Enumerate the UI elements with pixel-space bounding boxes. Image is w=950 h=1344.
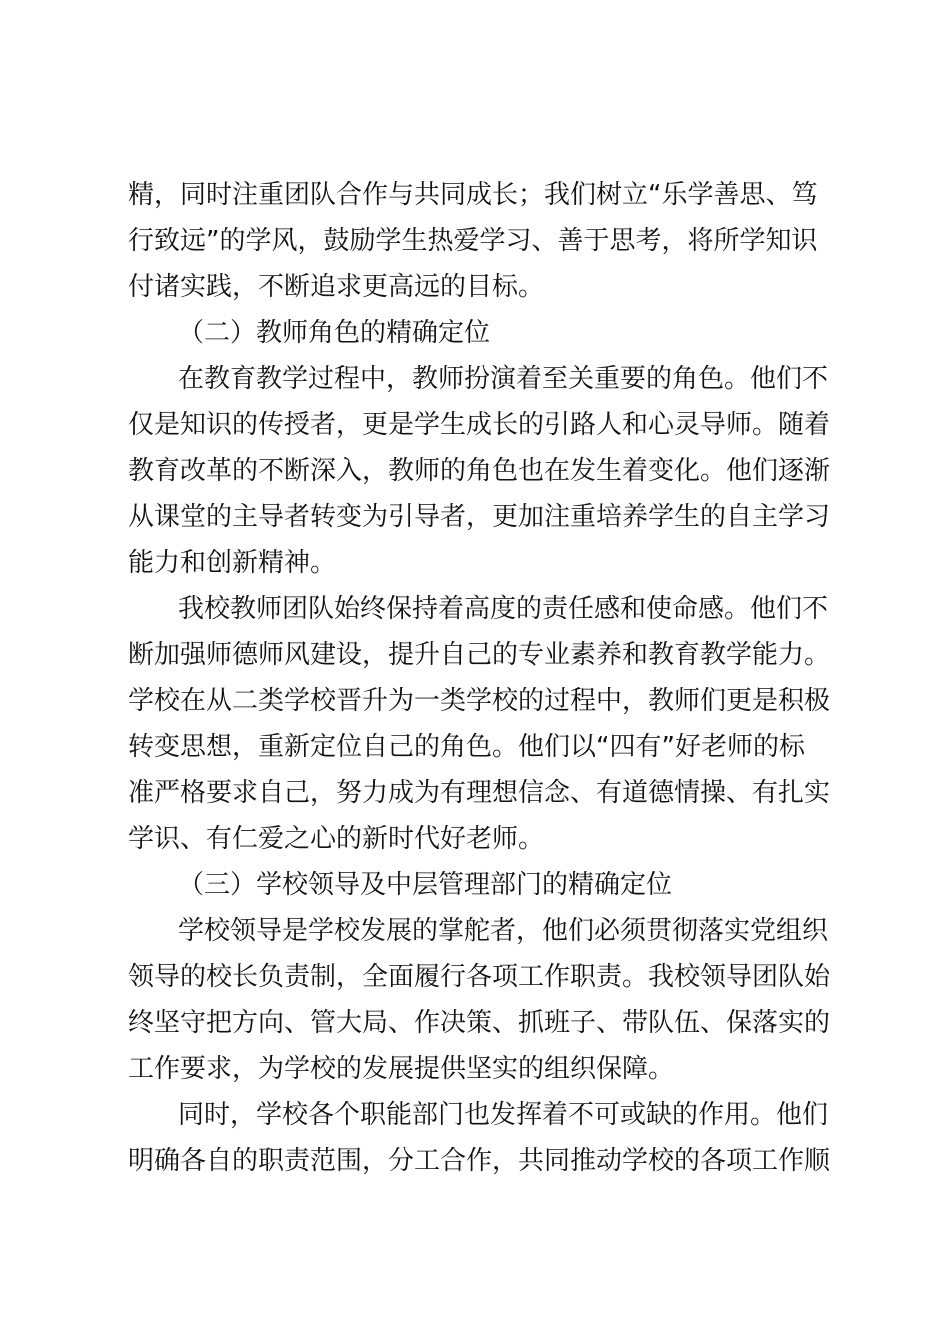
text-line: 仅是知识的传授者，更是学生成长的引路人和心灵导师。随着 [128,410,831,440]
text-line: 能力和创新精神。 [128,548,337,578]
text-line: 付诸实践，不断追求更高远的目标。 [128,272,545,302]
text-line: 明确各自的职责范围，分工合作，共同推动学校的各项工作顺 [128,1146,831,1176]
text-line: 终坚守把方向、管大局、作决策、抓班子、带队伍、保落实的 [128,1008,831,1038]
text-line: 行致远”的学风，鼓励学生热爱学习、善于思考，将所学知识 [128,226,818,256]
text-line: 我校教师团队始终保持着高度的责任感和使命感。他们不 [178,594,829,624]
text-line: 学识、有仁爱之心的新时代好老师。 [128,824,545,854]
text-line: 转变思想，重新定位自己的角色。他们以“四有”好老师的标 [128,732,805,762]
text-line: 学校领导是学校发展的掌舵者，他们必须贯彻落实党组织 [178,916,829,946]
text-line: 断加强师德师风建设，提升自己的专业素养和教育教学能力。 [128,640,831,670]
text-line: 领导的校长负责制，全面履行各项工作职责。我校领导团队始 [128,962,831,992]
text-line: 准严格要求自己，努力成为有理想信念、有道德情操、有扎实 [128,778,831,808]
text-line: 学校在从二类学校晋升为一类学校的过程中，教师们更是积极 [128,686,831,716]
text-line: 从课堂的主导者转变为引导者，更加注重培养学生的自主学习 [128,502,831,532]
text-line: 教育改革的不断深入，教师的角色也在发生着变化。他们逐渐 [128,456,831,486]
text-line: 精，同时注重团队合作与共同成长；我们树立“乐学善思、笃 [128,180,818,210]
text-line: 在教育教学过程中，教师扮演着至关重要的角色。他们不 [178,364,829,394]
section-heading: （三）学校领导及中层管理部门的精确定位 [178,870,673,900]
section-heading: （二）教师角色的精确定位 [178,318,491,348]
text-line: 工作要求，为学校的发展提供坚实的组织保障。 [128,1054,675,1084]
text-line: 同时，学校各个职能部门也发挥着不可或缺的作用。他们 [178,1100,829,1130]
